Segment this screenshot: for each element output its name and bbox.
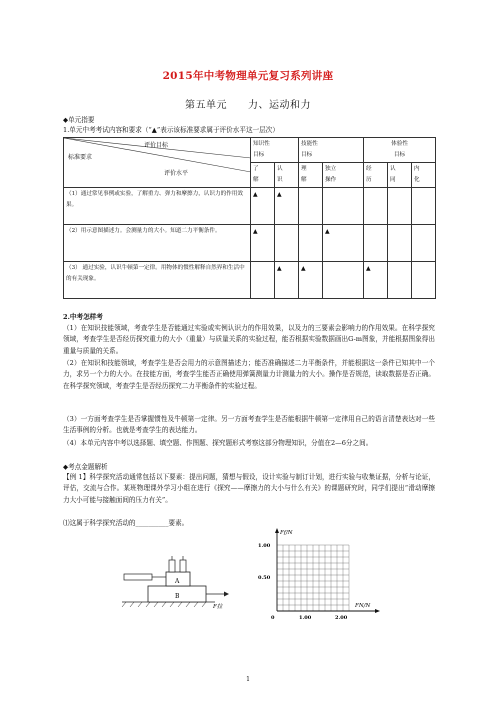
header-level: 评价水平 [164, 170, 189, 177]
analysis-heading: ◆考点金题解析 [63, 463, 108, 471]
unit-subtitle: 第五单元 力、运动和力 [185, 100, 311, 111]
mark-cell [388, 225, 412, 262]
graph-grid [277, 545, 349, 611]
level-cell: 理 解 [299, 163, 323, 188]
mark-cell: ▲ [251, 225, 275, 262]
section-guide-heading: ◆单元指要 [63, 116, 95, 124]
level-cell: 独立 操作 [323, 163, 364, 188]
level-cell: 内 化 [412, 163, 436, 188]
mark-cell: ▲ [251, 188, 275, 225]
group-knowledge: 知识性 目标 [251, 138, 299, 163]
header-eval: 评价目标 [144, 142, 169, 149]
standards-table [63, 137, 436, 299]
mark-cell [364, 225, 388, 262]
x-tick-label: 2.00 [335, 615, 348, 621]
x-tick-label: 1.00 [299, 615, 312, 621]
mark-cell [412, 188, 436, 225]
mark-cell: ▲ [323, 225, 364, 262]
mark-cell [412, 262, 436, 299]
group-experience: 体验性 目标 [364, 138, 436, 163]
friction-apparatus-figure [120, 540, 235, 620]
mark-cell [388, 188, 412, 225]
table-row-text: （1）通过常见事例或实验，了解重力、弹力和摩擦力，认识力的作用效果。 [64, 188, 251, 225]
mark-cell [299, 225, 323, 262]
x-tick-label: 0 [271, 615, 275, 621]
level-cell: 认 识 [275, 163, 299, 188]
friction-graph-figure [255, 525, 395, 625]
level-cell: 了 解 [251, 163, 275, 188]
mark-cell [323, 188, 364, 225]
pull-force-label: F拉 [213, 604, 223, 610]
mark-cell: ▲ [275, 188, 299, 225]
mark-cell [364, 188, 388, 225]
exam-para-2: （2）在知识和技能领域，考查学生是否会用力的示意图描述力；能否准确描述二力平衡条件，并能根据这一条件已知其中一个力，求另一个力的大小。在技能方面，考查学生能否正确使用弹簧测量力计测量力的大小。操作是否规范，读取数据是否正确。在科学探究领域，考查学生是否经历探究二力平衡条件的实验过程。 [63, 359, 435, 390]
group-skill: 技能性 目标 [299, 138, 364, 163]
block-b-label: B [175, 593, 180, 600]
table-row-text: （2）用示意图描述力。会测量力的大小。知道二力平衡条件。 [64, 225, 251, 262]
header-std: 标准要求 [68, 154, 93, 161]
y-tick-label: 1.00 [258, 543, 271, 549]
mark-cell [323, 262, 364, 299]
exam-para-4: （4）本单元内容中考以选择题、填空题、作图题、探究题形式考察这部分物理知识，分值在2—6分之间。 [63, 439, 373, 447]
block-a-label: A [175, 578, 180, 585]
exam-para-3: （3）一方面考查学生是否掌握惯性及牛顿第一定律。另一方面考查学生是否能根据牛顿第一定律用自己的语言清楚表达对一些生活事例的分析。也就是考查学生的表达能力。 [63, 415, 435, 435]
mark-cell [388, 262, 412, 299]
mark-cell [275, 225, 299, 262]
example-1-text: 【例 1】科学探究活动通常包括以下要素：提出问题，猜想与假设，设计实验与制订计划，进行实验与收集证据，分析与论证，评估，交流与合作。某班物理课外学习小组在进行《探究——摩擦力的大小与什么有关》的课题研究时，同学们提出“滑动摩擦力大小可能与接触面间的压力有关”。 [63, 473, 435, 504]
y-tick-label: 0.50 [258, 575, 271, 581]
table-row-text: （3） 通过实验，认识牛顿第一定律。用物体的惯性解释自然界和生活中的有关现象。 [64, 262, 251, 299]
mark-cell [412, 225, 436, 262]
doc-title: 2015年中考物理单元复习系列讲座 [162, 70, 334, 82]
x-axis-label: FN/N [355, 603, 371, 609]
page-number: 1 [246, 676, 250, 683]
requirements-heading: 1.单元中考考试内容和要求（“▲”表示该标准要求属于评价水平这一层次） [63, 126, 279, 134]
mark-cell: ▲ [299, 262, 323, 299]
mark-cell: ▲ [364, 262, 388, 299]
exam-para-1: （1）在知识技能领域，考查学生是否能通过实验或实例认识力的作用效果，以及力的三要素会影响力的作用效果。在科学探究领域，考查学生是否经历探究重力的大小（重量）与质量关系的实验过程，能否根据实验数据画出G-m图象，并能根据图象得出重量与质量的关系。 [63, 324, 435, 355]
mark-cell [299, 188, 323, 225]
mark-cell: ▲ [275, 262, 299, 299]
y-axis-label: Ff/N [280, 530, 293, 536]
level-cell: 认 同 [388, 163, 412, 188]
table-diagonal-header [64, 138, 251, 188]
level-cell: 经 历 [364, 163, 388, 188]
question-1: ⑴这属于科学探究活动的__________要素。 [63, 519, 189, 527]
mark-cell [251, 262, 275, 299]
exam-heading: 2.中考怎样考 [63, 313, 103, 321]
